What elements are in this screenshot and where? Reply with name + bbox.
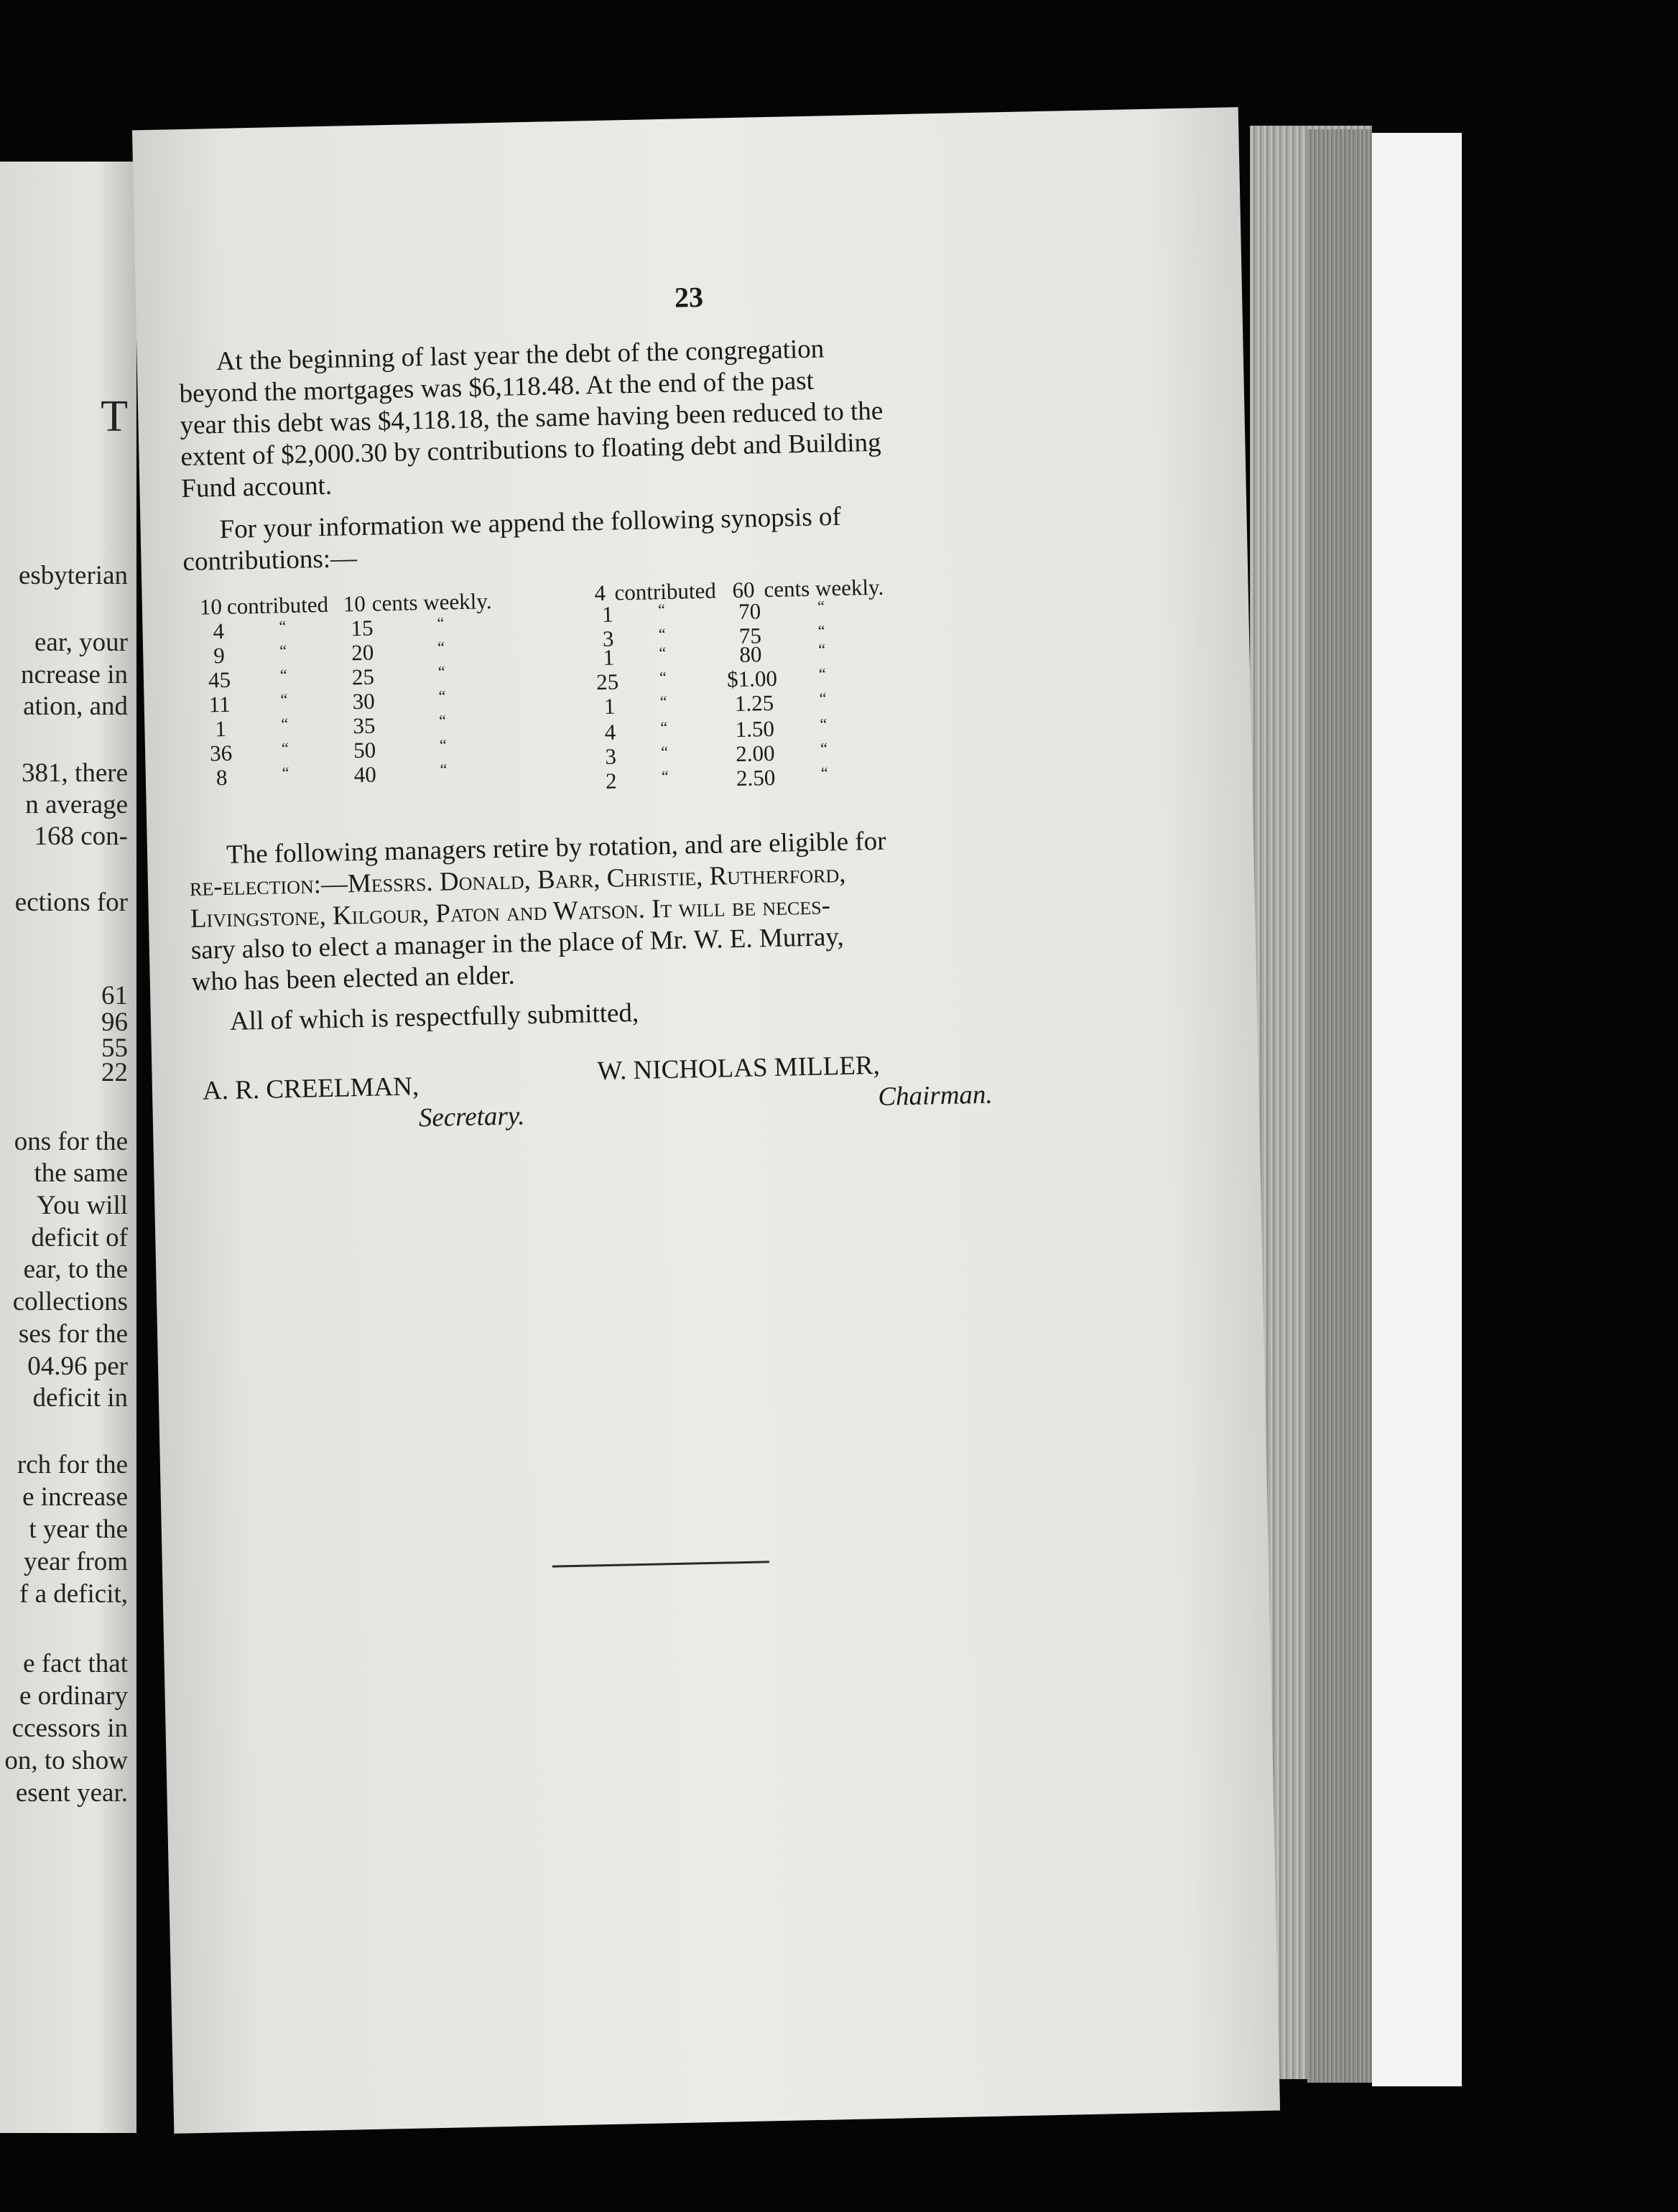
left-page-line: deficit of [31,1223,128,1253]
table-count: 3 [604,743,617,769]
table-amount: 1.25 [734,689,774,717]
left-page-line: ear, your [34,628,128,657]
left-page-line: t year the [29,1515,128,1544]
paragraph-3-line: re-election:—Messrs. Donald, Barr, Christie, Rutherford, [189,858,846,902]
paragraph-1-line: beyond the mortgages was $6,118.48. At the end of the past [179,366,815,409]
closing-line: All of which is respectfully submitted, [229,998,639,1036]
left-page-line: ation, and [23,692,128,721]
table-count: 4 [213,618,225,644]
paragraph-3-line: Livingstone, Kilgour, Paton and Watson. It will be neces- [190,891,831,934]
ditto-mark: “ [817,597,825,615]
ditto-mark: “ [818,664,827,683]
ditto-mark: “ [658,625,666,643]
table-amount: 20 [351,639,374,666]
table-word: contributed [226,591,329,619]
table-amount: $1.00 [726,665,778,692]
left-page-line: 61 [101,981,128,1010]
ditto-mark: “ [659,692,667,711]
ditto-mark: “ [820,763,828,782]
page-number: 23 [674,280,704,314]
table-word: contributed [614,577,717,605]
table-count: 4 [594,580,606,606]
table-amount: 2.00 [735,740,775,767]
table-count: 10 [199,593,223,620]
left-page-line: collections [12,1287,128,1316]
paragraph-1-line: At the beginning of last year the debt of the congregation [215,334,825,377]
left-page-line: e increase [22,1482,128,1512]
left-page-line: the same [34,1158,128,1188]
ditto-mark: “ [439,735,447,754]
table-count: 3 [602,626,614,651]
table-amount: 10 [343,590,366,617]
ditto-mark: “ [440,760,448,779]
left-page-line: n average [25,790,128,819]
table-unit: cents weekly. [764,574,884,603]
page-text-area [132,107,1280,2134]
left-page-line: ear, to the [23,1255,128,1284]
ditto-mark: “ [279,641,287,660]
left-page-line: ons for the [14,1127,128,1156]
table-count: 1 [215,715,227,742]
table-amount: 50 [353,737,376,763]
table-count: 1 [603,693,616,719]
left-page-line: You will [37,1191,128,1220]
ditto-mark: “ [820,739,828,758]
table-unit: cents weekly. [371,588,492,616]
left-page-line: ections for [14,888,128,917]
table-amount: 15 [351,615,374,641]
table-count: 11 [208,691,231,717]
ditto-mark: “ [279,617,287,636]
paragraph-2-line: For your information we append the following synopsis of [219,501,842,545]
table-count: 45 [208,666,231,693]
ditto-mark: “ [661,766,669,786]
left-page-line: 168 con- [34,822,128,851]
left-page-line: 96 [101,1008,128,1037]
ditto-mark: “ [659,643,667,662]
table-amount: 40 [353,761,377,788]
ditto-mark: “ [437,638,445,656]
left-page-line: 381, there [22,758,128,788]
ditto-mark: “ [817,621,825,640]
chairman-name: W. NICHOLAS MILLER, [597,1050,881,1087]
ditto-mark: “ [437,613,445,632]
ditto-mark: “ [437,662,445,681]
secretary-name: A. R. CREELMAN, [202,1072,420,1106]
left-page-line: ses for the [18,1319,128,1349]
table-count: 1 [603,644,615,670]
ditto-mark: “ [657,600,666,619]
left-page-line: rch for the [17,1450,128,1479]
left-page-line: year from [24,1547,128,1576]
table-count: 1 [601,601,614,627]
book-page [132,107,1280,2134]
left-page-line: 04.96 per [27,1352,128,1381]
table-amount: 35 [353,712,376,739]
table-count: 25 [595,669,619,695]
left-page-line: ncrease in [21,660,128,689]
table-amount: 70 [738,598,761,624]
ditto-mark: “ [659,668,667,687]
ditto-mark: “ [281,715,289,733]
left-page-line: esbyterian [18,561,128,590]
ditto-mark: “ [660,718,668,737]
table-count: 8 [215,764,228,791]
table-count: 4 [604,719,616,745]
ditto-mark: “ [438,687,446,705]
table-amount: 75 [738,623,762,649]
left-page-line: e ordinary [19,1681,128,1711]
chairman-title: Chairman. [877,1079,993,1112]
ditto-mark: “ [438,711,447,730]
left-page-line: 55 [101,1033,128,1063]
paragraph-3-line: The following managers retire by rotation, and are eligible for [226,826,886,870]
left-page-line: on, to show [4,1746,128,1775]
ditto-mark: “ [819,689,827,707]
left-page-line: T [101,392,128,441]
left-page-line: e fact that [23,1649,128,1678]
previous-page-fragment [0,162,136,2133]
table-count: 9 [213,642,226,669]
left-page-line: f a deficit, [19,1579,128,1609]
table-amount: 25 [351,664,375,690]
table-count: 2 [605,768,617,794]
table-amount: 1.50 [735,715,775,743]
left-page-line: esent year. [15,1778,128,1808]
paragraph-3-line: sary also to elect a manager in the place of Mr. W. E. Murray, [190,921,845,965]
left-page-line: ccessors in [11,1714,128,1743]
table-amount: 30 [352,688,376,715]
paragraph-2-line: contributions:— [182,544,358,577]
table-amount: 80 [739,641,762,667]
secretary-title: Secretary. [418,1101,525,1133]
page-stack-edges-dark [1307,129,1372,2083]
paragraph-3-line: who has been elected an elder. [191,960,516,997]
table-amount: 60 [732,577,755,603]
ditto-mark: “ [282,763,289,782]
ditto-mark: “ [279,666,287,684]
back-cover [1372,133,1462,2086]
ditto-mark: “ [281,739,289,758]
ditto-mark: “ [820,715,828,733]
ditto-mark: “ [818,640,826,659]
ditto-mark: “ [280,690,288,709]
paragraph-1-line: extent of $2,000.30 by contributions to floating debt and Building [180,427,881,473]
end-rule [552,1561,769,1567]
left-page-line: deficit in [32,1383,128,1413]
ditto-mark: “ [660,743,669,761]
left-page-line: 22 [101,1058,128,1087]
paragraph-1-line: Fund account. [180,470,333,504]
paragraph-1-line: year this debt was $4,118.18, the same having been reduced to the [180,396,884,441]
table-count: 36 [209,740,233,766]
table-amount: 2.50 [736,764,776,791]
